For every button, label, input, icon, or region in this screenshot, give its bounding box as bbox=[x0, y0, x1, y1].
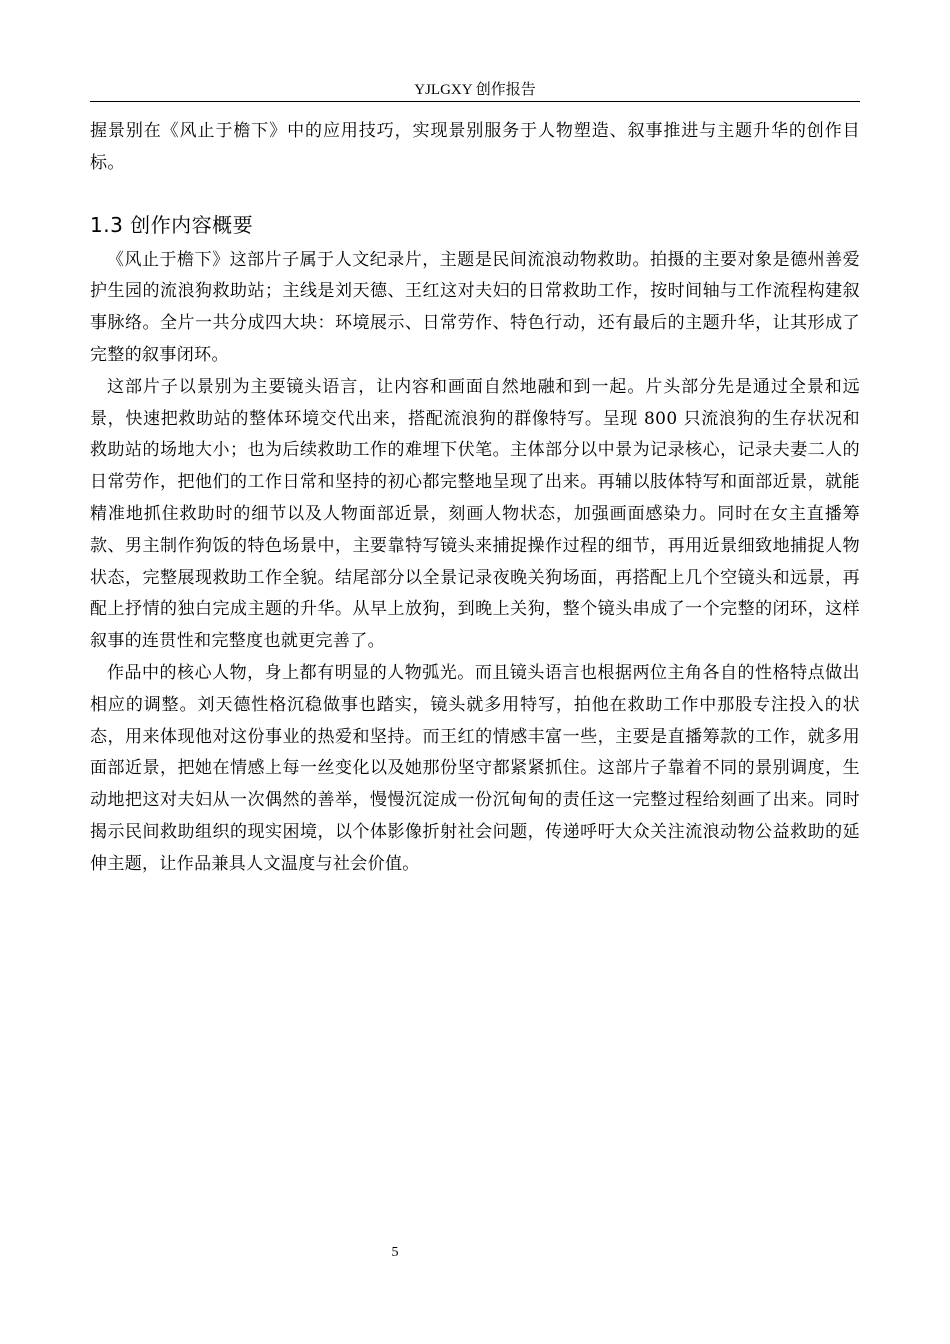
page-number: 5 bbox=[391, 1245, 399, 1260]
body-paragraph-3: 作品中的核心人物，身上都有明显的人物弧光。而且镜头语言也根据两位主角各自的性格特点做出相应的调整。刘天德性格沉稳做事也踏实，镜头就多用特写，拍他在救助工作中那股专注投入的状态，用来体现他对这份事业的热爱和坚持。而王红的情感丰富一些，主要是直播筹款的工作，就多用面部近景，把她在情感上每一丝变化以及她那份坚守都紧紧抓住。这部片子靠着不同的景别调度，生动地把这对夫妇从一次偶然的善举，慢慢沉淀成一份沉甸甸的责任这一完整过程给刻画了出来。同时揭示民间救助组织的现实困境，以个体影像折射社会问题，传递呼吁大众关注流浪动物公益救助的延伸主题，让作品兼具人文温度与社会价值。 bbox=[90, 662, 860, 874]
body-paragraph-2: 这部片子以景别为主要镜头语言，让内容和画面自然地融和到一起。片头部分先是通过全景和远景，快速把救助站的整体环境交代出来，搭配流浪狗的群像特写。呈现 800 只流浪狗的生存状况和救助站的场地大小；也为后续救助工作的难埋下伏笔。主体部分以中景为记录核心，记录夫妻二人的日常劳作，把他们的工作日常和坚持的初心都完整地呈现了出来。再辅以肢体特写和面部近景，就能精准地抓住救助时的细节以及人物面部近景，刻画人物状态，加强画面感染力。同时在女主直播筹款、男主制作狗饭的特色场景中，主要靠特写镜头来捕捉操作过程的细节，再用近景细致地捕捉人物状态，完整展现救助工作全貌。结尾部分以全景记录夜晚关狗场面，再搭配上几个空镜头和远景，再配上抒情的独白完成主题的升华。从早上放狗，到晚上关狗，整个镜头串成了一个完整的闭环，这样叙事的连贯性和完整度也就更完善了。 bbox=[90, 376, 860, 652]
running-header: YJLGXY 创作报告 bbox=[414, 82, 536, 98]
carryover-paragraph: 握景别在《风止于檐下》中的应用技巧，实现景别服务于人物塑造、叙事推进与主题升华的创作目标。 bbox=[90, 121, 860, 173]
page-body bbox=[90, 116, 860, 881]
header-divider bbox=[90, 101, 860, 102]
section-heading: 1.3 创作内容概要 bbox=[90, 212, 254, 237]
body-paragraph-1: 《风止于檐下》这部片子属于人文纪录片，主题是民间流浪动物救助。拍摄的主要对象是德州善爱护生园的流浪狗救助站；主线是刘天德、王红这对夫妇的日常救助工作，按时间轴与工作流程构建叙事脉络。全片一共分成四大块：环境展示、日常劳作、特色行动，还有最后的主题升华，让其形成了完整的叙事闭环。 bbox=[90, 249, 860, 365]
